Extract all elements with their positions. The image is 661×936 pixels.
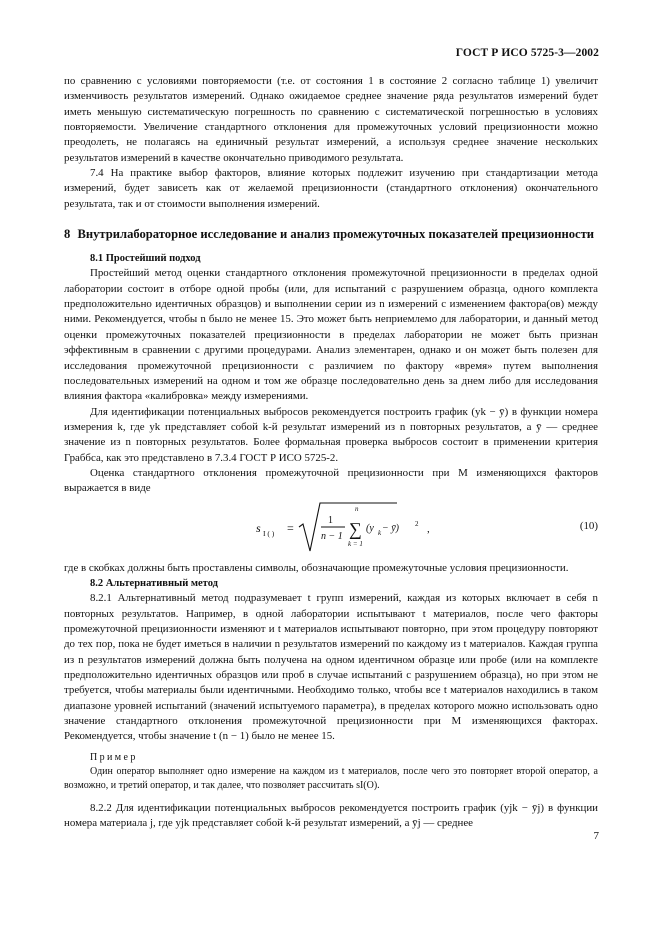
example-heading: Пример xyxy=(90,751,138,763)
page-content xyxy=(64,74,598,832)
paragraph-where: где в скобках должны быть проставлены символы, обозначающие промежуточные условия прецизионности. xyxy=(64,561,569,574)
formula-term: (y xyxy=(366,522,374,534)
paragraph-8-1-b: Для идентификации потенциальных выбросов рекомендуется построить график (yk − ȳ) в функции номера измерения k, где yk представляет собой k-й результат измерений из n повторных результатов, а ȳ — среднее значение из n повторных результатов. Более формальная проверка выбросов состоит в применении критерия Граббса, как это представлено в 7.3.4 ГОСТ Р ИСО 5725-2. xyxy=(64,405,598,464)
fraction-denominator: n − 1 xyxy=(321,530,343,542)
sum-lower-limit: k = 1 xyxy=(348,539,363,548)
paragraph-8-1-a: Простейший метод оценки стандартного отклонения промежуточной прецизионности в пределах одной лаборатории состоит в отборе одной пробы (или, для испытаний с разрушением образца, одного комплекта предположительно идентичных образцов) и выполнении серии из n измерений с изменением фактора(ов) между ними. Рекомендуется, чтобы n было не менее 15. Это может быть неприемлемо для лаборатории, и данный метод оценки промежуточных показателей прецизионности в пределах лаборатории не может быть признан эффективным в сравнении с другими процедурами. Анализ элементарен, однако и он может быть полезен для исследования промежуточной прецизионности с различием по фактору «время» путем выполнения последовательных измерений на одном и том же образце последовательно день за днем либо для исследования влияния фактора «калибровка» между измерениями. xyxy=(64,267,598,403)
formula-lhs: s xyxy=(256,520,261,535)
subsection-8-1-heading: 8.1 Простейший подход xyxy=(90,253,201,265)
section-8-number: 8 xyxy=(64,227,71,242)
paragraph-continuation: по сравнению с условиями повторяемости (т.е. от состояния 1 в состояние 2 согласно таблице 1) увеличит изменчивость результатов измерений. Однако ожидаемое среднее значение ряда результатов измерений будет иметь меньшую систематическую погрешность по сравнению с систематической погрешностью в условиях повторяемости. Увеличение стандартного отклонения для промежуточных условий прецизионности можно преодолеть, не полагаясь на единичный результат измерений, а используя среднее значение нескольких результатов измерений в качестве окончательно приводимого результата. xyxy=(64,75,598,164)
formula-term-rest: − ȳ) xyxy=(382,522,400,534)
formula-term-subscript: k xyxy=(378,528,382,537)
formula-comma: , xyxy=(427,522,430,535)
formula-10 xyxy=(64,499,598,557)
sum-sign: ∑ xyxy=(349,518,362,539)
section-8-heading xyxy=(64,226,598,242)
formula-number: (10) xyxy=(579,519,598,532)
page-number: 7 xyxy=(593,830,599,842)
sum-upper-limit: n xyxy=(355,504,359,513)
paragraph-8-2-2: 8.2.2 Для идентификации потенциальных выбросов рекомендуется построить график (yjk − ȳj) в функции номера материала j, где yjk представляет собой k-й результат измерений, а ȳj — среднее xyxy=(64,802,598,830)
paragraph-7-4: 7.4 На практике выбор факторов, влияние которых подлежит изучению при стандартизации метода измерений, будет зависеть как от желаемой прецизионности (стандартного отклонения) окончательного результата, так и от стоимости выполнения измерений. xyxy=(64,167,598,210)
paragraph-8-1-c: Оценка стандартного отклонения промежуточной прецизионности при M изменяющихся факторов выражается в виде xyxy=(64,466,598,495)
example-text: Один оператор выполняет одно измерение на каждом из t материалов, после чего это повторяет второй оператор, а возможно, и третий оператор, и так далее, что позволяет рассчитать sI(O). xyxy=(64,766,598,792)
formula-graphic xyxy=(64,499,484,557)
document-header: ГОСТ Р ИСО 5725-3—2002 xyxy=(455,47,599,59)
paragraph-8-2-1: 8.2.1 Альтернативный метод подразумевает t групп измерений, каждая из которых включает в себя n повторных результатов. Например, в одной лаборатории испытывают t материалов, после чего факторы промежуточной прецизионности изменяют и t материалов испытывают повторно, при этом процедуру повторяют до тех пор, пока не будет иметься в наличии n результатов измерений по каждому из t материалов. Каждая группа из n результатов измерений должна быть получена на одном идентичном образце или пробе (или на комплекте предположительно идентичных образцов или проб в случае испытаний с разрушением образца), но при этом не требуется, чтобы материалы были идентичными. Необходимо только, чтобы все t материалов находились в таком диапазоне уровней испытаний (значений испытуемого параметра), в пределах которого можно использовать одно значение стандартного отклонения промежуточной прецизионности при M изменяющихся факторах. Рекомендуется, чтобы значение t (n − 1) было не менее 15. xyxy=(64,592,598,743)
formula-equals: = xyxy=(287,520,294,535)
formula-power: 2 xyxy=(415,519,419,528)
formula-lhs-subscript: I ( ) xyxy=(263,528,275,538)
fraction-numerator: 1 xyxy=(328,514,333,526)
subsection-8-2-heading: 8.2 Альтернативный метод xyxy=(90,577,218,589)
section-8-title: Внутрилабораторное исследование и анализ промежуточных показателей прецизионности xyxy=(77,227,595,242)
